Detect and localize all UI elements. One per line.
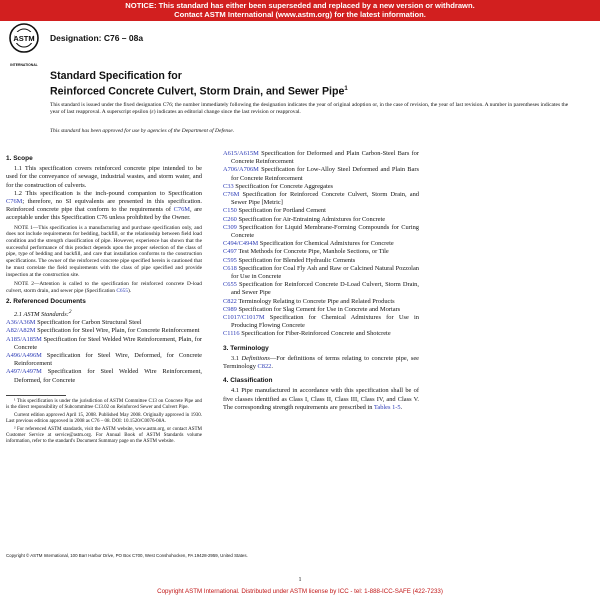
reference-item: A497/A497M Specification for Steel Welded Wire Reinforcement, Deformed, for Concrete (6, 368, 202, 384)
paragraph-3-1: 3.1 Definitions—For definitions of terms relating to concrete pipe, see Terminology C822. (223, 354, 419, 371)
astm-logo (6, 22, 42, 67)
reference-item: C618 Specification for Coal Fly Ash and Raw or Calcined Natural Pozzolan for Use in Concrete (223, 264, 419, 281)
link-c76m-2[interactable]: C76M (173, 206, 190, 214)
reference-link[interactable]: C150 (223, 207, 237, 215)
reference-link[interactable]: C309 (223, 223, 237, 231)
reference-item: C309 Specification for Liquid Membrane-Forming Compounds for Curing Concrete (223, 223, 419, 240)
astm-logo-icon (6, 22, 42, 64)
preamble: This standard is issued under the fixed designation C76; the number immediately following the designation indicates the year of original adoption or, in the case of revision, the year of last revision. A number in parentheses indicates the year of last reapproval. A superscript epsilon (ε) indicates an editorial change since the last revision or reapproval. (50, 102, 569, 115)
footnote-2: ² For referenced ASTM standards, visit the ASTM website, www.astm.org, or contact ASTM Customer Service at service@astm.org. For Annual Book of ASTM Standards volume information, refer to the standard's Document Summary page on the ASTM website. (6, 427, 202, 445)
copyright-line: Copyright © ASTM International, 100 Barr Harbor Drive, PO Box C700, West Conshohocken, PA 19428-2959, United States. (6, 553, 248, 558)
footnote-1-edition: Current edition approved April 15, 2008. Published May 2008. Originally approved in 1930. Last previous edition approved in 2008 as C76 – 08. DOI: 10.1520/C0076-08A. (6, 413, 202, 425)
link-tables[interactable]: Tables 1-5 (373, 403, 401, 411)
title-line-1: Standard Specification for (50, 70, 182, 82)
footnote-1: ¹ This specification is under the jurisdiction of ASTM Committee C13 on Concrete Pipe and is the direct responsibility of Subcommittee C13.02 on Reinforced Sewer and Culvert Pipe. (6, 398, 202, 410)
notice-line-2: Contact ASTM International (www.astm.org) for the latest information. (174, 10, 426, 19)
reference-item: A615/A615M Specification for Deformed and Plain Carbon-Steel Bars for Concrete Reinforcement (223, 150, 419, 166)
paragraph-1-2: 1.2 This specification is the inch-pound companion to Specification C76M; therefore, no SI equivalents are presented in this specification. Reinforced concrete pipe that conform to the requirements of C76M, are acceptable under this Specification C76 unless prohibited by the Owner. (6, 189, 203, 222)
reference-item: C76M Specification for Reinforced Concrete Culvert, Storm Drain, and Sewer Pipe [Metric] (223, 191, 419, 207)
reference-link[interactable]: C1017/C1017M (223, 314, 265, 322)
reference-item: C989 Specification for Slag Cement for Use in Concrete and Mortars (223, 305, 401, 313)
footnote-divider (6, 395, 66, 396)
reference-link[interactable]: C494/C494M (223, 240, 259, 248)
reference-item: C150 Specification for Portland Cement (223, 207, 326, 215)
section-heading-scope: 1. Scope (6, 155, 33, 162)
section-heading-referenced-documents: 2. Referenced Documents (6, 297, 86, 305)
dod-approval-note: This standard has been approved for use by agencies of the Department of Defense. (50, 128, 235, 134)
reference-link[interactable]: C595 (223, 256, 237, 264)
reference-item: A36/A36M Specification for Carbon Structural Steel (6, 319, 142, 327)
reference-list-right (223, 150, 419, 339)
reference-item: C494/C494M Specification for Chemical Admixtures for Concrete (223, 240, 394, 248)
supersede-notice-banner (0, 0, 600, 21)
reference-link[interactable]: C1116 (223, 330, 240, 338)
reference-item: C1116 Specification for Fiber-Reinforced Concrete and Shotcrete (223, 330, 391, 338)
reference-item: C1017/C1017M Specification for Chemical Admixtures for Use in Producing Flowing Concrete (223, 314, 419, 330)
section-heading-terminology: 3. Terminology (223, 344, 269, 352)
left-column (6, 152, 202, 447)
reference-link[interactable]: C822 (223, 297, 237, 305)
reference-link[interactable]: C33 (223, 182, 234, 190)
reference-link[interactable]: C989 (223, 305, 237, 313)
paragraph-4-1: 4.1 Pipe manufactured in accordance with this specification shall be of five classes identified as Class I, Class II, Class III, Class IV, and Class V. The corresponding strength requirements are prescribed in Tables 1-5. (223, 387, 419, 411)
astm-standards-subheading: 2.1 ASTM Standards:$^2$ (14, 308, 72, 318)
reference-link[interactable]: A82/A82M (6, 327, 36, 335)
reference-item: C595 Specification for Blended Hydraulic Cements (223, 256, 356, 264)
designation: Designation: C76 – 08a (50, 33, 144, 43)
link-c655[interactable]: C655 (116, 287, 129, 294)
reference-link[interactable]: C655 (223, 281, 237, 289)
notice-line-1: NOTICE: This standard has either been superseded and replaced by a new version or withdrawn. (125, 1, 475, 10)
reference-link[interactable]: C497 (223, 248, 237, 256)
link-c822[interactable]: C822 (257, 363, 272, 371)
reference-item: C822 Terminology Relating to Concrete Pipe and Related Products (223, 297, 395, 305)
reference-link[interactable]: A497/A497M (6, 368, 42, 376)
reference-item: C33 Specification for Concrete Aggregates (223, 182, 334, 190)
logo-caption: INTERNATIONAL (10, 63, 38, 67)
reference-link[interactable]: A185/A185M (6, 335, 42, 343)
paragraph-1-1: 1.1 This specification covers reinforced concrete pipe intended to be used for the conveyance of sewage, industrial wastes, and storm water, and for the construction of culverts. (6, 165, 202, 189)
reference-link[interactable]: C260 (223, 215, 237, 223)
reference-item: A496/A496M Specification for Steel Wire, Deformed, for Concrete Reinforcement (6, 352, 202, 368)
link-c76m[interactable]: C76M (6, 198, 23, 206)
reference-item: A185/A185M Specification for Steel Welded Wire Reinforcement, Plain, for Concrete (6, 335, 203, 351)
reference-item: C655 Specification for Reinforced Concrete D-Load Culvert, Storm Drain, and Sewer Pipe (223, 281, 419, 297)
license-footer: Copyright ASTM International. Distributed under ASTM license by ICC - tel: 1-888-ICC-SAFE (422-7233) (157, 588, 443, 595)
reference-link[interactable]: A706/A706M (223, 166, 259, 174)
page-number: 1 (298, 577, 302, 583)
reference-link[interactable]: A36/A36M (6, 319, 36, 327)
note-2: NOTE 2—Attention is called to the specification for reinforced concrete D-load culvert, storm drain, and sewer pipe (Specification C655). (6, 281, 202, 294)
right-column (223, 150, 419, 412)
reference-item: C260 Specification for Air-Entraining Admixtures for Concrete (223, 215, 386, 223)
reference-item: A706/A706M Specification for Low-Alloy Steel Deformed and Plain Bars for Concrete Reinforcement (223, 166, 419, 182)
reference-item: C497 Test Methods for Concrete Pipe, Manhole Sections, or Tile (223, 248, 389, 256)
document-title (50, 70, 570, 99)
reference-link[interactable]: C76M (223, 191, 240, 199)
reference-list-left (6, 319, 202, 385)
section-heading-classification: 4. Classification (223, 377, 273, 385)
reference-item: A82/A82M Specification for Steel Wire, Plain, for Concrete Reinforcement (6, 327, 200, 335)
reference-link[interactable]: A615/A615M (223, 150, 259, 157)
svg-text:ASTM: ASTM (13, 34, 35, 43)
note-1: NOTE 1—This specification is a manufacturing and purchase specification only, and does not include requirements for bedding, backfill, or the relationship between field load condition and the strength classification of pipe. However, experience has shown that the successful performance of this product depends upon the proper selection of the class of pipe, type of bedding and backfill, and care that installation conforms to the construction specifications. The owner of the reinforced concrete pipe specified herein is cautioned that he must correlate the field requirements with the class of pipe specified and provide inspection at the construction site. (6, 224, 202, 278)
title-line-2: Reinforced Concrete Culvert, Storm Drain, and Sewer Pipe$^1$ (50, 85, 348, 98)
reference-link[interactable]: A496/A496M (6, 352, 42, 359)
reference-link[interactable]: C618 (223, 264, 237, 272)
